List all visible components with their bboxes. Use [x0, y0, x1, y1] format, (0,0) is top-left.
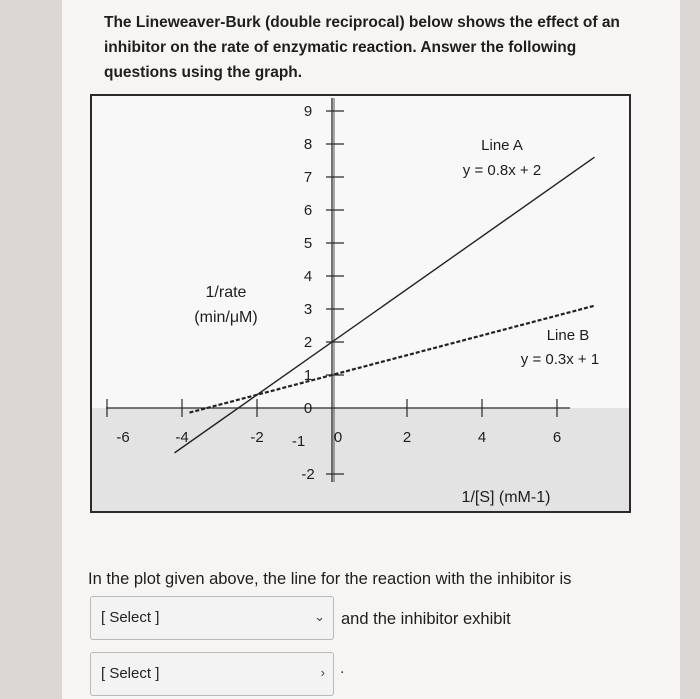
y-tick-label: 1 [303, 367, 313, 384]
question-prompt: In the plot given above, the line for the reaction with the inhibitor is [88, 570, 572, 588]
y-tick-label: -2 [301, 466, 315, 483]
select-value: [ Select ] [101, 609, 160, 626]
x-tick-label: 0 [333, 429, 343, 446]
x-tick-label: 4 [477, 429, 487, 446]
line-a-equation: y = 0.8x + 2 [462, 162, 542, 179]
chevron-down-icon: ⌄ [314, 609, 325, 624]
y-axis-label: (min/μM) [194, 309, 258, 326]
x-tick-label: 6 [552, 429, 562, 446]
y-tick-label: 7 [303, 169, 313, 186]
question-text: The Lineweaver-Burk (double reciprocal) below shows the effect of an inhibitor on the rate of enzymatic reaction. Answer the following questions using the graph. [104, 14, 620, 81]
select-value: [ Select ] [101, 665, 160, 682]
line-a-label: Line A [481, 137, 523, 154]
line-b-label: Line B [546, 327, 590, 344]
y-axis-label: 1/rate [205, 284, 247, 301]
chevron-right-icon: › [320, 665, 325, 680]
y-tick-label: 6 [303, 202, 313, 219]
x-tick-label: -4 [175, 429, 189, 446]
x-axis-label: 1/[S] (mM-1) [461, 489, 551, 506]
y-tick-label: 4 [303, 268, 313, 285]
lineweaver-burk-chart [90, 94, 631, 513]
line-b-equation: y = 0.3x + 1 [520, 351, 600, 368]
y-tick-label: 2 [303, 334, 313, 351]
y-tick-label: 5 [303, 235, 313, 252]
y-tick-label: 0 [303, 400, 313, 417]
y-tick-label: 3 [303, 301, 313, 318]
prompt-continuation: and the inhibitor exhibit [341, 610, 511, 628]
y-tick-label: 9 [303, 103, 313, 120]
x-tick-label: 2 [402, 429, 412, 446]
x-tick-label: -2 [250, 429, 264, 446]
inhibitor-line-select[interactable] [90, 596, 334, 640]
prompt-trailing: . [340, 660, 345, 677]
x-tick-label: -1 [291, 433, 306, 450]
inhibition-type-select[interactable] [90, 652, 334, 696]
y-tick-label: 8 [303, 136, 313, 153]
x-tick-label: -6 [116, 429, 130, 446]
